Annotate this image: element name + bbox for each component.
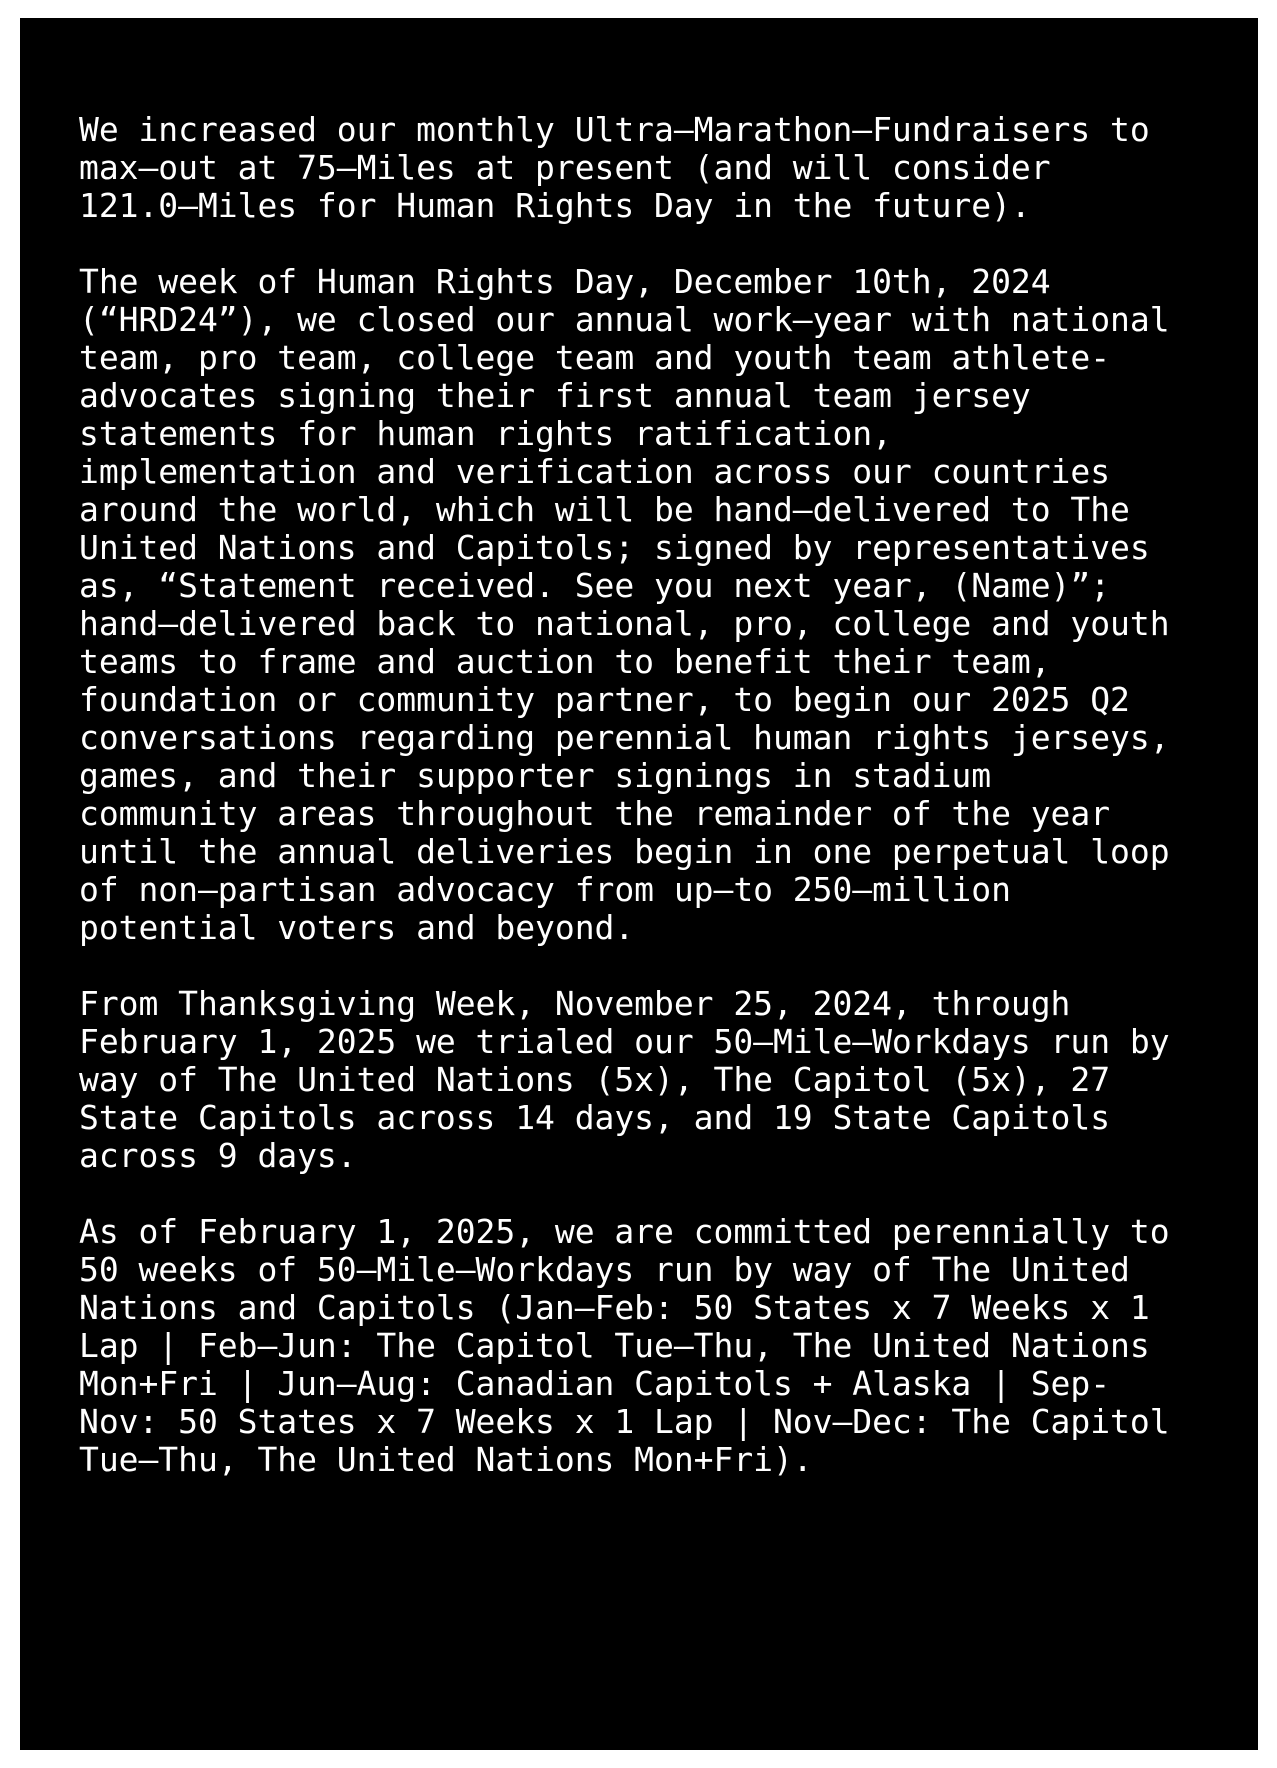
text-line: across 9 days. — [79, 1136, 357, 1175]
text-line: foundation or community partner, to begin our 2025 Q2 — [79, 680, 1130, 719]
text-line: community areas throughout the remainder of the year — [79, 794, 1111, 833]
text-line: conversations regarding perennial human rights jerseys, — [79, 718, 1170, 757]
paragraph-fundraisers — [79, 111, 1218, 225]
text-line: 50 weeks of 50–Mile–Workdays run by way of The United — [79, 1250, 1130, 1289]
text-line: (“HRD24”), we closed our annual work–year with national — [79, 300, 1170, 339]
text-line: United Nations and Capitols; signed by representatives — [79, 528, 1150, 567]
paragraph-human-rights-day — [79, 263, 1218, 947]
text-line: Nov: 50 States x 7 Weeks x 1 Lap | Nov–Dec: The Capitol — [79, 1402, 1170, 1441]
document-page — [20, 18, 1258, 1750]
text-line: As of February 1, 2025, we are committed perennially to — [79, 1212, 1170, 1251]
text-line: Nations and Capitols (Jan–Feb: 50 States x 7 Weeks x 1 — [79, 1288, 1150, 1327]
paragraph-perennial-commitment — [79, 1213, 1218, 1479]
text-line: We increased our monthly Ultra–Marathon–Fundraisers to — [79, 110, 1150, 149]
text-line: Tue–Thu, The United Nations Mon+Fri). — [79, 1440, 813, 1479]
text-line: of non–partisan advocacy from up–to 250–million — [79, 870, 1011, 909]
text-line: State Capitols across 14 days, and 19 State Capitols — [79, 1098, 1111, 1137]
text-line: advocates signing their first annual team jersey — [79, 376, 1031, 415]
paragraph-thanksgiving-trial — [79, 985, 1218, 1175]
text-line: potential voters and beyond. — [79, 908, 635, 947]
text-line: games, and their supporter signings in stadium — [79, 756, 992, 795]
text-line: From Thanksgiving Week, November 25, 2024, through — [79, 984, 1071, 1023]
text-line: Lap | Feb–Jun: The Capitol Tue–Thu, The United Nations — [79, 1326, 1150, 1365]
text-line: Mon+Fri | Jun–Aug: Canadian Capitols + Alaska | Sep- — [79, 1364, 1111, 1403]
text-line: hand–delivered back to national, pro, college and youth — [79, 604, 1170, 643]
text-line: teams to frame and auction to benefit their team, — [79, 642, 1051, 681]
text-line: 121.0–Miles for Human Rights Day in the future). — [79, 186, 1031, 225]
text-line: February 1, 2025 we trialed our 50–Mile–Workdays run by — [79, 1022, 1170, 1061]
text-line: around the world, which will be hand–delivered to The — [79, 490, 1130, 529]
text-line: until the annual deliveries begin in one perpetual loop — [79, 832, 1170, 871]
text-line: max–out at 75–Miles at present (and will consider — [79, 148, 1051, 187]
text-line: implementation and verification across our countries — [79, 452, 1111, 491]
text-line: way of The United Nations (5x), The Capitol (5x), 27 — [79, 1060, 1111, 1099]
text-line: statements for human rights ratification, — [79, 414, 892, 453]
text-line: as, “Statement received. See you next year, (Name)”; — [79, 566, 1111, 605]
text-line: The week of Human Rights Day, December 10th, 2024 — [79, 262, 1051, 301]
text-line: team, pro team, college team and youth team athlete- — [79, 338, 1111, 377]
